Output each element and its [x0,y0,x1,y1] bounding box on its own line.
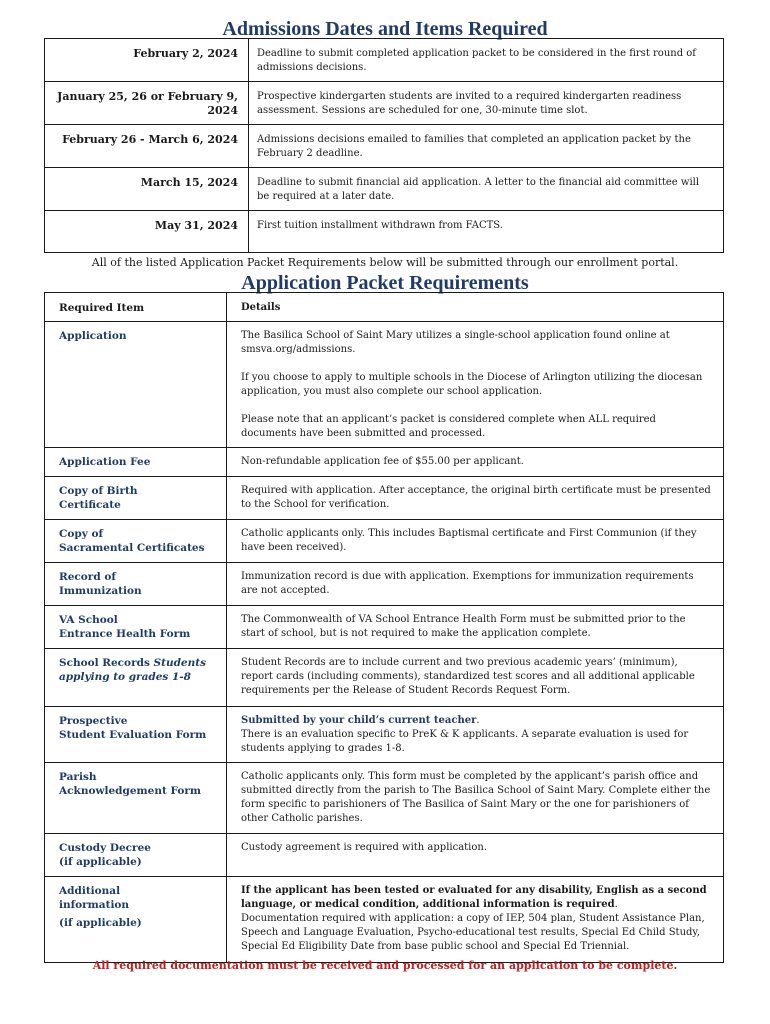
details-application-fee: Non-refundable application fee of $55.00 per applicant. [227,448,724,477]
item-sacramental-certificates [45,520,227,563]
date-row [45,211,724,253]
date-cell: February 2, 2024 [45,39,249,82]
requirement-row-custody [45,834,724,877]
application-paragraph: Please note that an applicant’s packet is considered complete when ALL required documents have been submitted and processed. [241,414,656,439]
item-line: (if applicable) [59,856,142,868]
date-description: Deadline to submit completed application packet to be considered in the first round of admissions decisions. [249,39,724,82]
details-evaluation-form [227,707,724,763]
item-records-prefix: School Records [59,657,154,669]
item-line: Additional [59,885,121,897]
evaluation-teacher-note: Submitted by your child’s current teacher [241,715,477,726]
footer-note: All required documentation must be received and processed for an application to be complete. [92,959,678,972]
date-cell: February 26 - March 6, 2024 [45,125,249,168]
item-records-grades: Students applying to grades 1-8 [59,657,207,683]
details-immunization: Immunization record is due with application. Exemptions for immunization requirements are not accepted. [227,563,724,606]
application-paragraph: If you choose to apply to multiple schools in the Diocese of Arlington utilizing the diocesan application, you must also complete our school application. [241,372,703,397]
item-application: Application [45,322,227,448]
evaluation-details-text: There is an evaluation specific to PreK & K applicants. A separate evaluation is used for students applying to grades 1-8. [241,729,689,754]
details-custody-decree: Custody agreement is required with application. [227,834,724,877]
item-line: Parish [59,771,97,783]
requirement-row-application [45,322,724,448]
item-line: Prospective [59,715,128,727]
date-cell: January 25, 26 or February 9, 2024 [45,82,249,125]
header-required-item: Required Item [45,293,227,322]
item-line: Certificate [59,499,121,511]
date-row [45,168,724,211]
requirements-table [44,292,724,963]
item-health-form [45,606,227,649]
details-application [227,322,724,448]
additional-bold-note-end: . [614,899,618,910]
admissions-dates-table [44,38,724,253]
details-additional-information [227,877,724,963]
requirement-row-records [45,649,724,707]
details-sacramental-certificates: Catholic applicants only. This includes Baptismal certificate and First Communion (if they have been received). [227,520,724,563]
date-description: Admissions decisions emailed to families that completed an application packet by the February 2 deadline. [249,125,724,168]
header-details: Details [227,293,724,322]
table-header-row [45,293,724,322]
portal-note: All of the listed Application Packet Requirements below will be submitted through our enrollment portal. [91,256,679,269]
item-line: Acknowledgement Form [59,785,201,797]
date-description: First tuition installment withdrawn from FACTS. [249,211,724,253]
date-row [45,39,724,82]
requirements-title: Application Packet Requirements [241,272,529,294]
item-line: information [59,899,130,911]
date-description: Deadline to submit financial aid application. A letter to the financial aid committee will be required at a later date. [249,168,724,211]
details-birth-certificate: Required with application. After acceptance, the original birth certificate must be presented to the School for verification. [227,477,724,520]
date-description: Prospective kindergarten students are invited to a required kindergarten readiness assessment. Sessions are scheduled for one, 30-minute time slot. [249,82,724,125]
details-health-form: The Commonwealth of VA School Entrance Health Form must be submitted prior to the start of school, but is not required to make the application complete. [227,606,724,649]
additional-bold-note: If the applicant has been tested or evaluated for any disability, English as a second language, or medical condition, additional information is required [241,885,707,910]
date-cell: March 15, 2024 [45,168,249,211]
requirement-row-evaluation [45,707,724,763]
requirement-row-additional [45,877,724,963]
requirement-row-sacramental [45,520,724,563]
requirement-row-birth [45,477,724,520]
item-line: Copy of Birth [59,485,138,497]
requirement-row-health [45,606,724,649]
item-line: Custody Decree [59,842,151,854]
requirement-row-parish [45,763,724,834]
details-school-records: Student Records are to include current and two previous academic years’ (minimum), report cards (including comments), standardized test scores and all additional applicable requirements per the Release of Student Records Request Form. [227,649,724,707]
evaluation-teacher-note-end: . [476,715,480,726]
item-evaluation-form [45,707,227,763]
item-school-records [45,649,227,707]
item-custody-decree [45,834,227,877]
application-paragraph: The Basilica School of Saint Mary utilizes a single-school application found online at smsva.org/admissions. [241,330,670,355]
item-immunization [45,563,227,606]
details-parish-form: Catholic applicants only. This form must be completed by the applicant’s parish office and submitted directly from the parish to The Basilica School of Saint Mary. Complete either the form specific to parishioners of The Basilica of Saint Mary or the one for parishioners of other Catholic parishes. [227,763,724,834]
item-parish-form [45,763,227,834]
item-line: Student Evaluation Form [59,729,207,741]
requirement-row-immunization [45,563,724,606]
date-row [45,125,724,168]
item-line: Sacramental Certificates [59,542,205,554]
item-additional-information [45,877,227,963]
item-line: Copy of [59,528,103,540]
item-line: VA School [59,614,118,626]
item-line: (if applicable) [59,917,142,929]
item-line: Record of [59,571,116,583]
item-application-fee: Application Fee [45,448,227,477]
item-line: Entrance Health Form [59,628,191,640]
date-cell: May 31, 2024 [45,211,249,253]
additional-details-text: Documentation required with application: a copy of IEP, 504 plan, Student Assistance Plan, Speech and Language Evaluation, Psycho-educational test results, Special Ed Child Study, Special Ed Eligibility Date from base public school and Special Ed Triennial. [241,913,705,952]
item-birth-certificate [45,477,227,520]
admissions-dates-title: Admissions Dates and Items Required [222,18,548,40]
item-line: Immunization [59,585,142,597]
requirement-row-fee [45,448,724,477]
date-row [45,82,724,125]
